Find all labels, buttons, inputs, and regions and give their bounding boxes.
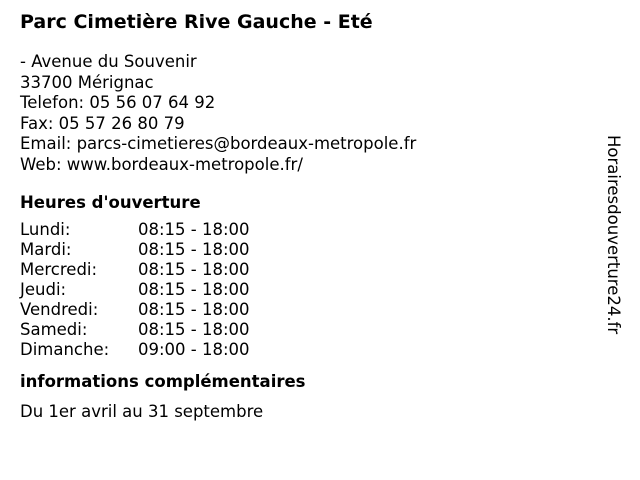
day-label: Dimanche: xyxy=(20,340,110,359)
fax-line: Fax: 05 57 26 80 79 xyxy=(20,113,185,133)
time-range: 08:15 - 18:00 xyxy=(138,320,250,339)
day-label: Jeudi: xyxy=(20,280,67,299)
time-range: 08:15 - 18:00 xyxy=(138,280,250,299)
time-range: 08:15 - 18:00 xyxy=(138,240,250,259)
time-range: 08:15 - 18:00 xyxy=(138,220,250,239)
hours-row-sunday xyxy=(20,340,580,360)
phone-line: Telefon: 05 56 07 64 92 xyxy=(20,93,216,112)
page-title: Parc Cimetière Rive Gauche - Eté xyxy=(20,11,373,33)
opening-hours-card xyxy=(20,10,580,423)
day-label: Mardi: xyxy=(20,240,72,259)
web-line: Web: www.bordeaux-metropole.fr/ xyxy=(20,154,303,174)
address-line: - Avenue du Souvenir xyxy=(20,52,197,71)
day-label: Samedi: xyxy=(20,320,88,339)
hours-row-friday xyxy=(20,300,580,320)
info-heading: informations complémentaires xyxy=(20,372,306,391)
hours-table xyxy=(20,220,580,360)
hours-row-saturday xyxy=(20,320,580,340)
contact-block xyxy=(20,52,580,175)
hours-row-thursday xyxy=(20,280,580,300)
hours-row-wednesday xyxy=(20,260,580,280)
email-line: Email: parcs-cimetieres@bordeaux-metropole.fr xyxy=(20,134,417,153)
hours-row-tuesday xyxy=(20,240,580,260)
postal-city-line: 33700 Mérignac xyxy=(20,72,154,92)
hours-row-monday xyxy=(20,220,580,240)
hours-heading: Heures d'ouverture xyxy=(20,193,201,212)
time-range: 09:00 - 18:00 xyxy=(138,340,250,359)
time-range: 08:15 - 18:00 xyxy=(138,260,250,279)
info-text: Du 1er avril au 31 septembre xyxy=(20,402,264,421)
time-range: 08:15 - 18:00 xyxy=(138,300,250,319)
day-label: Vendredi: xyxy=(20,300,99,319)
day-label: Lundi: xyxy=(20,220,71,239)
day-label: Mercredi: xyxy=(20,260,98,279)
site-watermark: Horairesdouverture24.fr xyxy=(604,135,623,335)
